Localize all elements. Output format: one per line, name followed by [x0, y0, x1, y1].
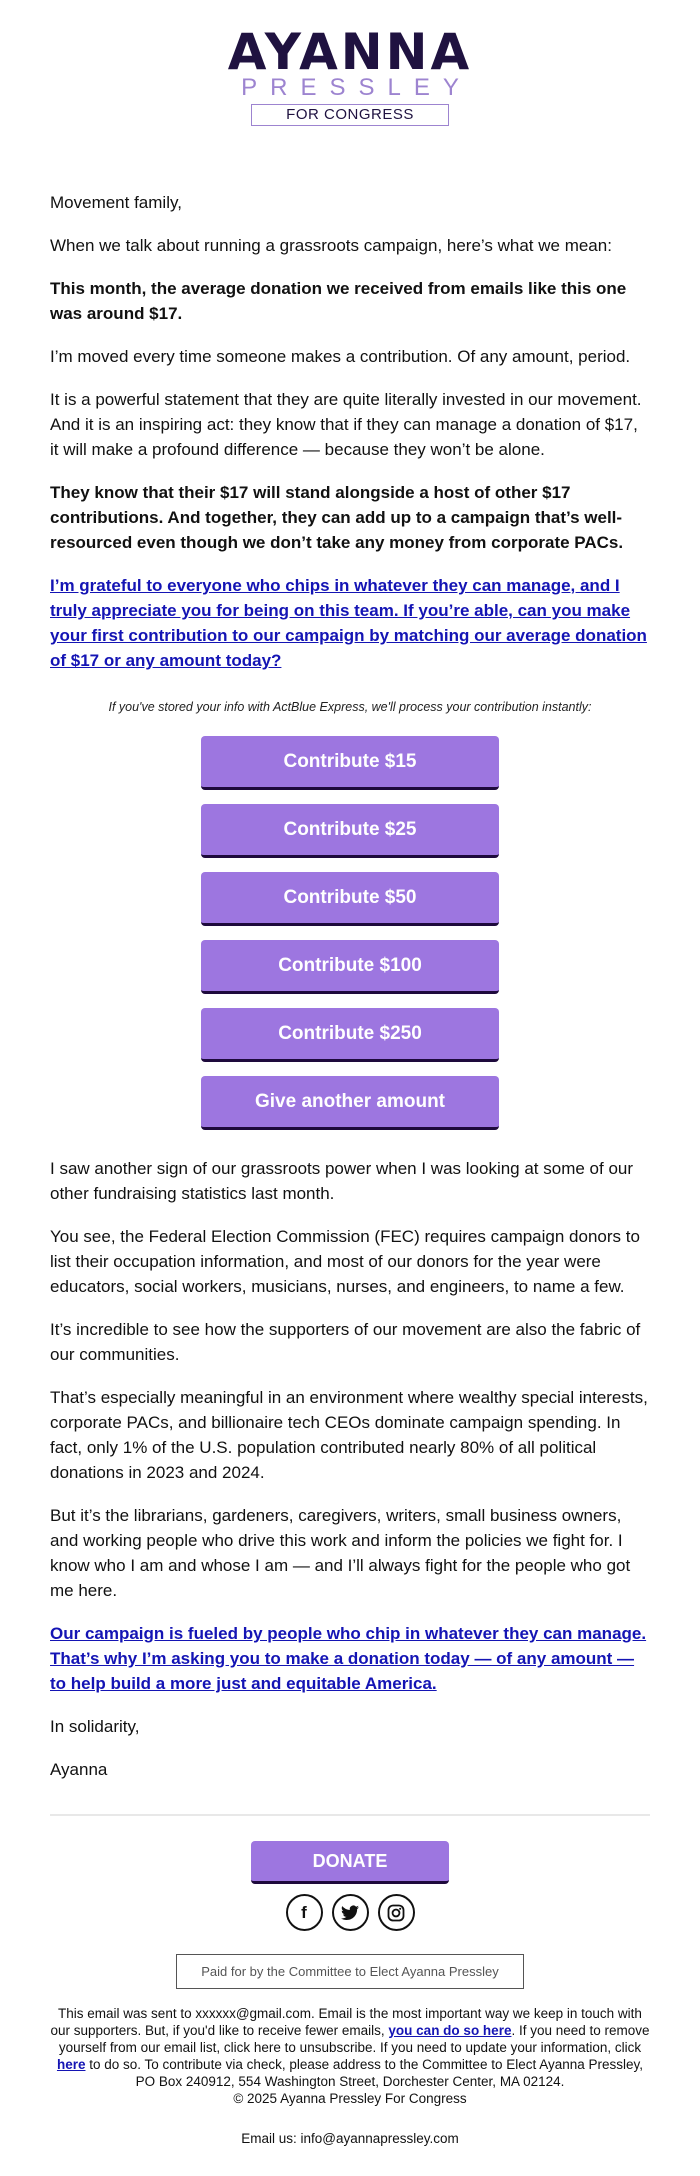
- footer: [0, 1816, 700, 2176]
- contact-email: Email us: info@ayannapressley.com: [241, 2131, 459, 2146]
- contribute-15-button[interactable]: Contribute $15: [201, 736, 499, 790]
- fewer-emails-link[interactable]: you can do so here: [388, 2023, 512, 2038]
- social-links: [50, 1894, 650, 1931]
- paragraph: You see, the Federal Election Commission (FEC) requires campaign donors to list their occupation information, and most of our donors for the year were educators, social workers, musicians, nurses, and engineers, to name a few.: [50, 1227, 640, 1296]
- logo-tagline: FOR CONGRESS: [251, 104, 449, 126]
- paragraph: It’s incredible to see how the supporters of our movement are also the fabric of our communities.: [50, 1320, 641, 1364]
- contribute-100-button[interactable]: Contribute $100: [201, 940, 499, 994]
- logo-name: AYANNA: [227, 23, 473, 81]
- paid-for-disclaimer: Paid for by the Committee to Elect Ayanna Pressley: [176, 1954, 524, 1989]
- donation-link[interactable]: I’m grateful to everyone who chips in whatever they can manage, and I truly appreciate you for being on this team. If you’re able, can you make your first contribution to our campaign by matching our average donation of $17 or any amount today?: [50, 576, 647, 670]
- legal-text: [50, 2005, 650, 2107]
- twitter-icon[interactable]: [332, 1894, 369, 1931]
- legal-text-part: This email was sent to xxxxxx@gmail.com. Email is the most important way we keep in touch with our supporters. But, if you'd like to receive fewer emails,: [50, 2006, 642, 2038]
- paragraph-bold: They know that their $17 will stand alongside a host of other $17 contributions. And together, they can add up to a campaign that’s well-resourced even though we don’t take any money from corporate PACs.: [50, 483, 624, 552]
- contribute-25-button[interactable]: Contribute $25: [201, 804, 499, 858]
- closing: In solidarity,: [50, 1717, 140, 1736]
- legal-text-part: . If you need to remove yourself from our email list, click here to unsubscribe. If you need to update your information, click: [58, 2023, 650, 2055]
- signature: Ayanna: [50, 1760, 108, 1779]
- paragraph: When we talk about running a grassroots campaign, here’s what we mean:: [50, 236, 612, 255]
- paragraph: That’s especially meaningful in an environment where wealthy special interests, corporate PACs, and billionaire tech CEOs dominate campaign spending. In fact, only 1% of the U.S. population contributed nearly 80% of all political donations in 2023 and 2024.: [50, 1388, 648, 1482]
- facebook-icon[interactable]: f: [286, 1894, 323, 1931]
- other-amount-button[interactable]: Give another amount: [201, 1076, 499, 1130]
- greeting: Movement family,: [50, 193, 182, 212]
- paragraph-bold: This month, the average donation we received from emails like this one was around $17.: [50, 279, 627, 323]
- paragraph: I saw another sign of our grassroots power when I was looking at some of our other fundraising statistics last month.: [50, 1159, 634, 1203]
- paragraph: But it’s the librarians, gardeners, caregivers, writers, small business owners, and working people who drive this work and inform the policies we fight for. I know who I am and whose I am — and I’ll always fight for the people who got me here.: [50, 1506, 631, 1600]
- donation-link[interactable]: Our campaign is fueled by people who chip in whatever they can manage. That’s why I’m asking you to make a donation today — of any amount — to help build a more just and equitable America.: [50, 1624, 647, 1693]
- update-info-link[interactable]: here: [56, 2057, 86, 2072]
- paragraph: I’m moved every time someone makes a contribution. Of any amount, period.: [50, 347, 631, 366]
- instagram-icon[interactable]: [378, 1894, 415, 1931]
- contribute-buttons: [50, 736, 650, 1130]
- paragraph: It is a powerful statement that they are quite literally invested in our movement. And it is an inspiring act: they know that if they can manage a donation of $17, it will make a profound difference — because they won’t be alone.: [50, 390, 642, 459]
- actblue-note: If you've stored your info with ActBlue Express, we'll process your contribution instantly:: [108, 700, 592, 714]
- copyright: © 2025 Ayanna Pressley For Congress: [233, 2091, 467, 2106]
- contribute-50-button[interactable]: Contribute $50: [201, 872, 499, 926]
- logo-surname: PRESSLEY: [241, 74, 472, 101]
- legal-text-part: to do so. To contribute via check, please address to the Committee to Elect Ayanna Pressley, PO Box 240912, 554 Washington Street, Dorchester Center, MA 02124.: [85, 2057, 644, 2089]
- email-body: [0, 130, 700, 1816]
- donate-button[interactable]: DONATE: [251, 1841, 449, 1884]
- logo: [0, 0, 700, 130]
- contribute-250-button[interactable]: Contribute $250: [201, 1008, 499, 1062]
